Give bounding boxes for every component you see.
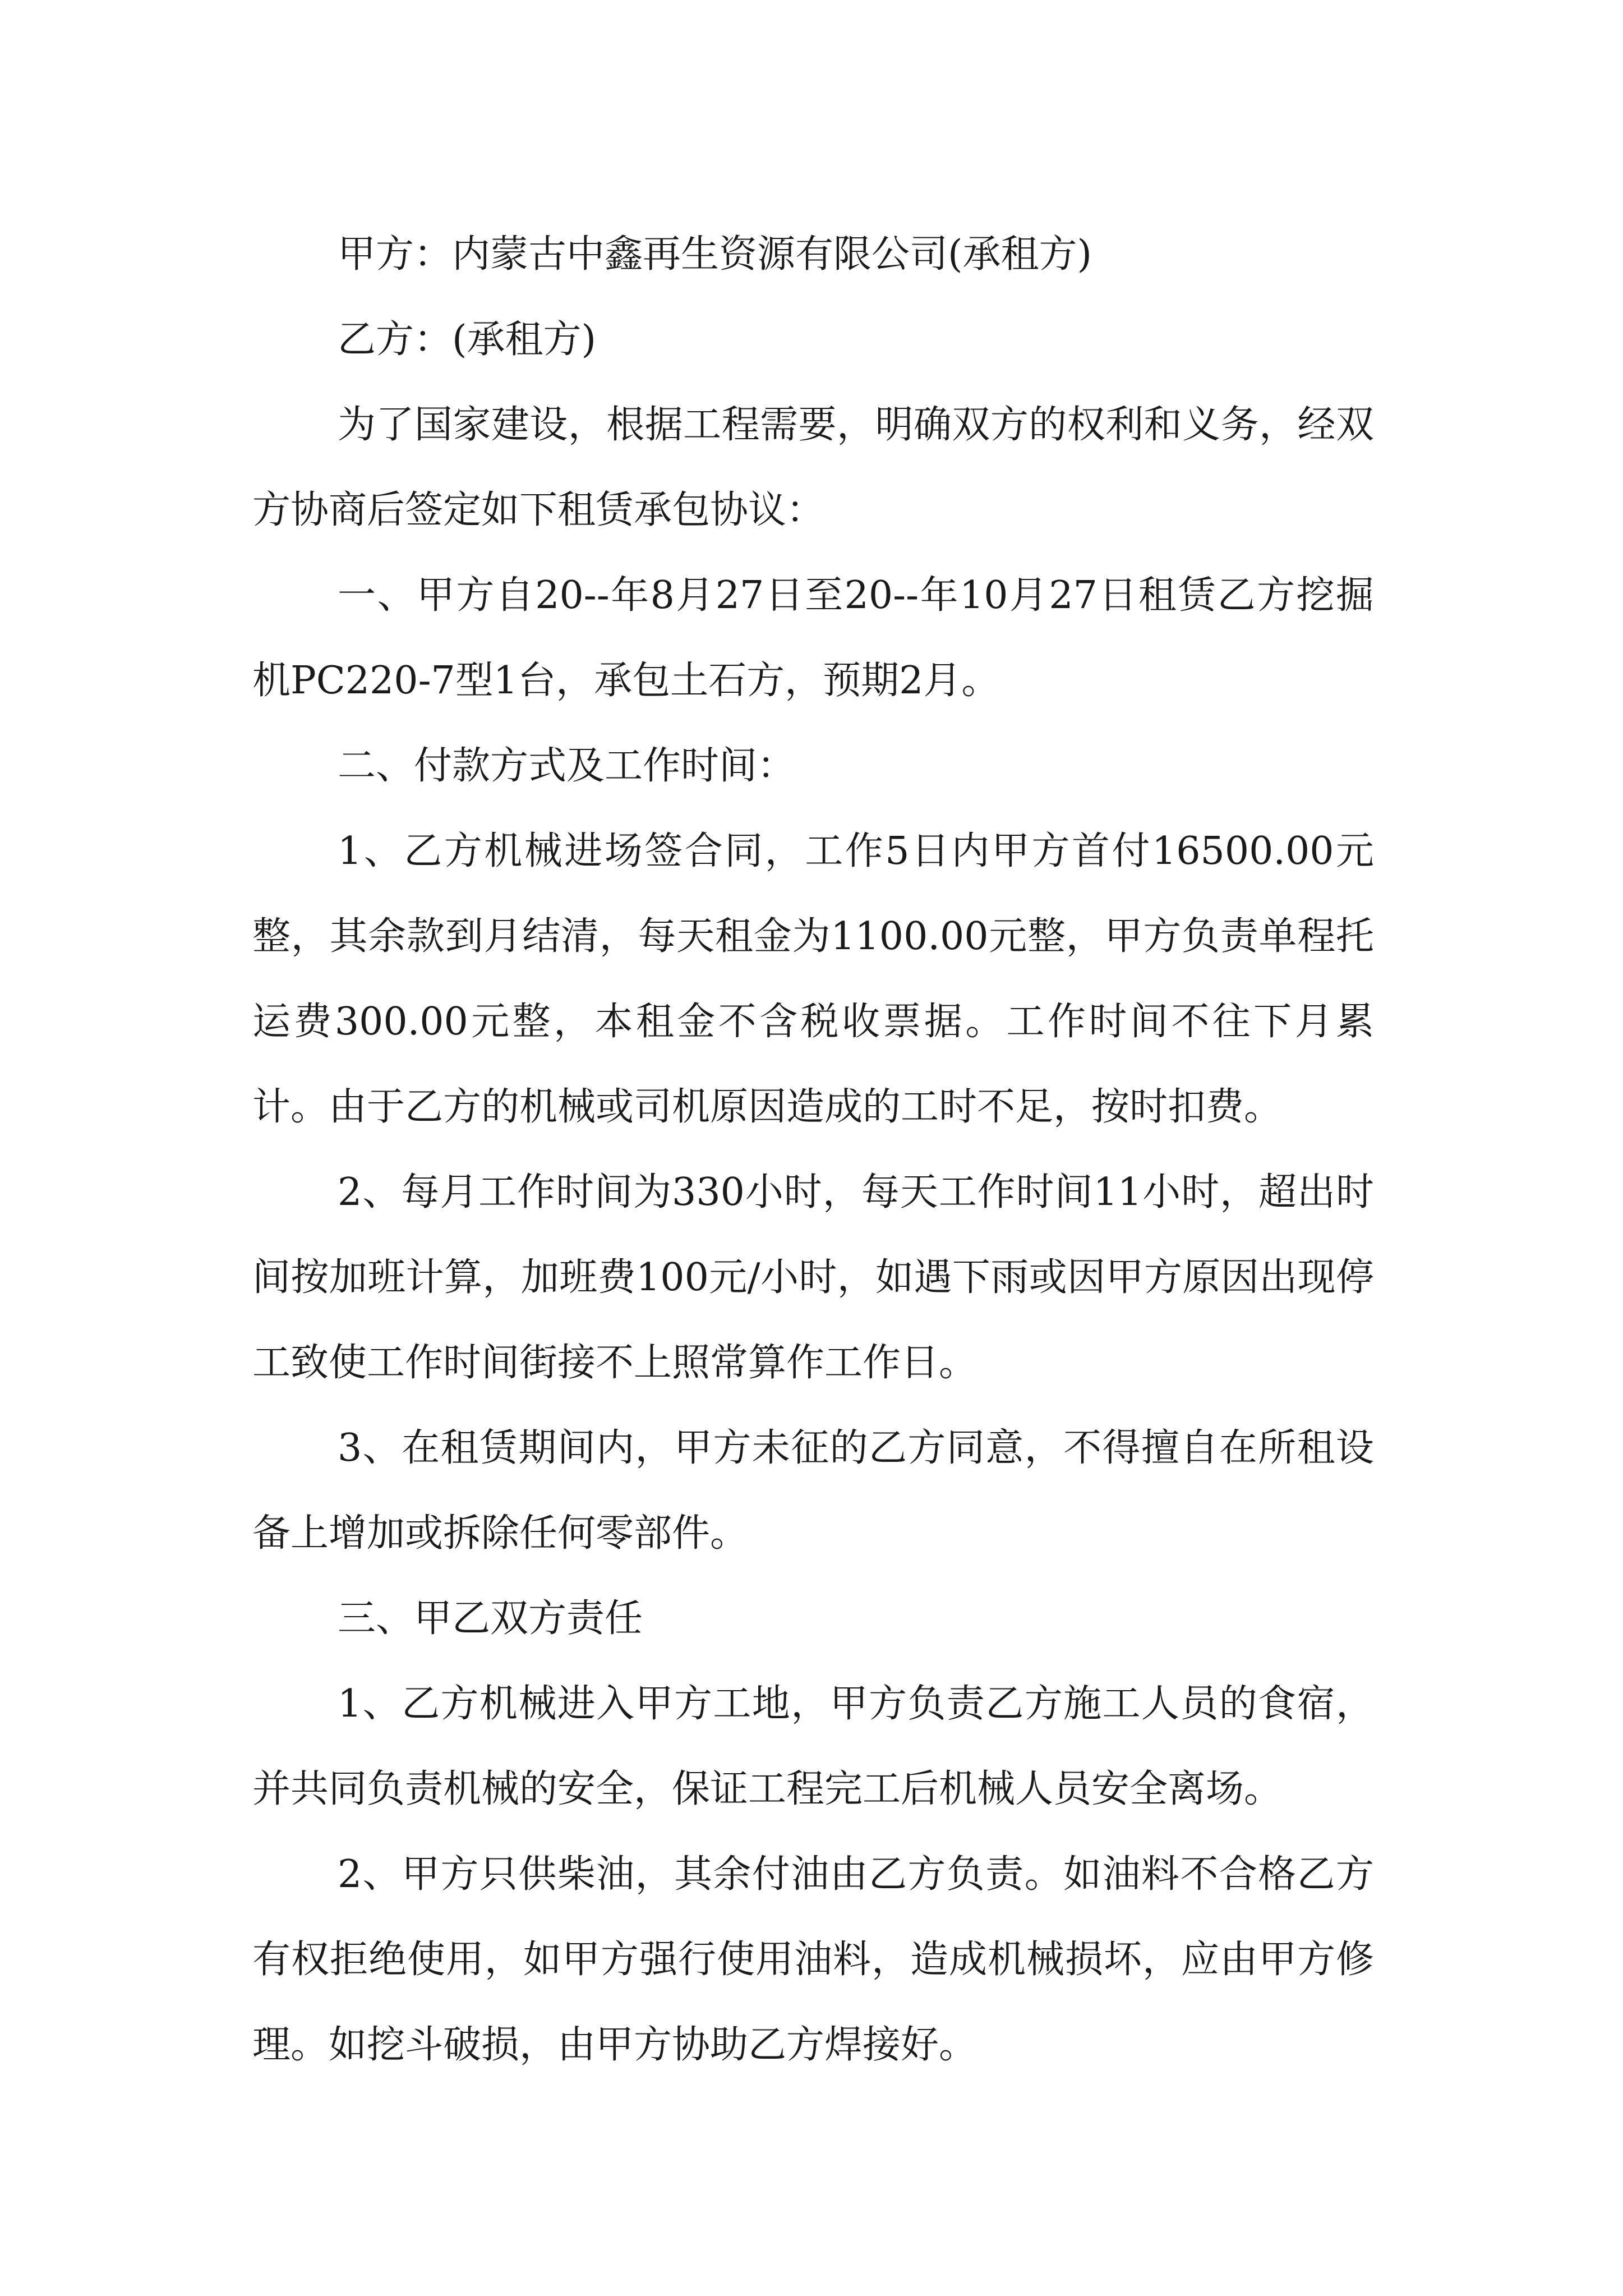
document-body [252, 212, 1374, 2088]
clause-2-item-2: 2、每月工作时间为330小时，每天工作时间11小时，超出时间按加班计算，加班费100元/小时，如遇下雨或因甲方原因出现停工致使工作时间街接不上照常算作工作日。 [252, 1170, 1374, 1385]
party-a-line: 甲方：内蒙古中鑫再生资源有限公司(承租方) [338, 232, 1092, 277]
clause-1-lease-term: 一、甲方自20--年8月27日至20--年10月27日租赁乙方挖掘机PC220-7型1台，承包土石方，预期2月。 [252, 573, 1374, 703]
clause-3-item-2: 2、甲方只供柴油，其余付油由乙方负责。如油料不合格乙方有权拒绝使用，如甲方强行使用油料，造成机械损坏，应由甲方修理。如挖斗破损，由甲方协助乙方焊接好。 [252, 1852, 1374, 2067]
clause-2-item-1: 1、乙方机械进场签合同，工作5日内甲方首付16500.00元整，其余款到月结清，每天租金为1100.00元整，甲方负责单程托运费300.00元整，本租金不含税收票据。工作时间不往下月累计。由于乙方的机械或司机原因造成的工时不足，按时扣费。 [252, 829, 1374, 1129]
party-b-line: 乙方：(承租方) [338, 318, 597, 362]
clause-2-item-3: 3、在租赁期间内，甲方未征的乙方同意，不得擅自在所租设备上增加或拆除任何零部件。 [252, 1426, 1374, 1556]
preamble-paragraph: 为了国家建设，根据工程需要，明确双方的权利和义务，经双方协商后签定如下租赁承包协议： [252, 403, 1374, 532]
clause-2-heading: 二、付款方式及工作时间： [338, 744, 796, 788]
clause-3-heading: 三、甲乙双方责任 [338, 1596, 643, 1641]
clause-3-item-1: 1、乙方机械进入甲方工地，甲方负责乙方施工人员的食宿，并共同负责机械的安全，保证工程完工后机械人员安全离场。 [252, 1682, 1374, 1811]
